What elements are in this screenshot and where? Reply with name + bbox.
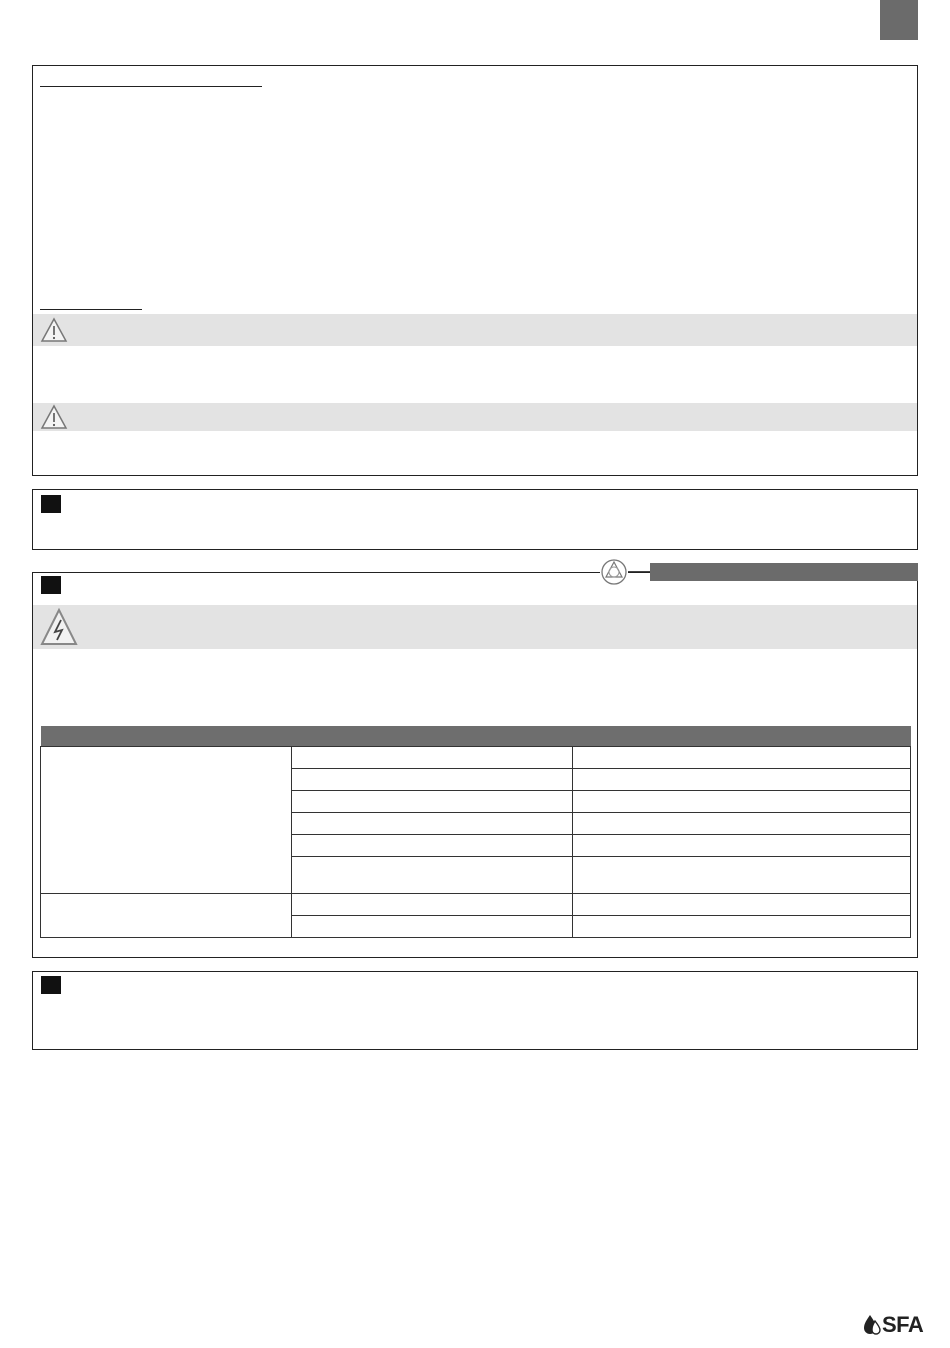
table-cell	[573, 769, 911, 791]
table-cell	[573, 747, 911, 769]
table-cell	[41, 894, 292, 938]
table-cell	[573, 916, 911, 938]
step-number-box	[41, 976, 61, 994]
table-cell	[292, 813, 573, 835]
brand-logo	[862, 1312, 923, 1338]
step-number-box	[41, 495, 61, 513]
warning-triangle-icon	[40, 317, 68, 343]
drop-flame-icon	[862, 1313, 882, 1335]
connector-line	[628, 571, 650, 572]
table-cell	[573, 857, 911, 894]
table-header-cell	[41, 726, 292, 747]
table-cell	[573, 835, 911, 857]
table-cell	[292, 894, 573, 916]
step-number-box	[41, 576, 61, 594]
subheading-underline	[40, 309, 142, 310]
table-header-row	[41, 726, 911, 747]
heading-underline	[40, 86, 262, 87]
warning-band-1	[33, 314, 917, 346]
warning-triangle-icon	[40, 404, 68, 430]
spec-table	[40, 726, 911, 938]
table-cell	[573, 791, 911, 813]
page-tab-marker	[880, 0, 918, 40]
table-cell	[573, 894, 911, 916]
pump-symbol-icon	[600, 558, 628, 586]
electric-warning-icon	[39, 607, 79, 647]
table-cell	[292, 791, 573, 813]
table-cell	[292, 835, 573, 857]
table-header-cell	[573, 726, 911, 747]
section-header-bar	[650, 563, 918, 581]
table-cell	[292, 747, 573, 769]
electric-warning-band	[33, 605, 917, 649]
table-row	[41, 747, 911, 769]
logo-text: SFA	[882, 1312, 924, 1337]
section-step-1	[32, 489, 918, 550]
table-header-cell	[292, 726, 573, 747]
table-cell	[292, 916, 573, 938]
pump-symbol	[600, 558, 628, 586]
table-cell	[41, 747, 292, 894]
table-row	[41, 894, 911, 916]
section-general-info	[32, 65, 918, 476]
section-step-3	[32, 971, 918, 1050]
table-cell	[292, 769, 573, 791]
table-cell	[292, 857, 573, 894]
warning-band-2	[33, 403, 917, 431]
table-cell	[573, 813, 911, 835]
